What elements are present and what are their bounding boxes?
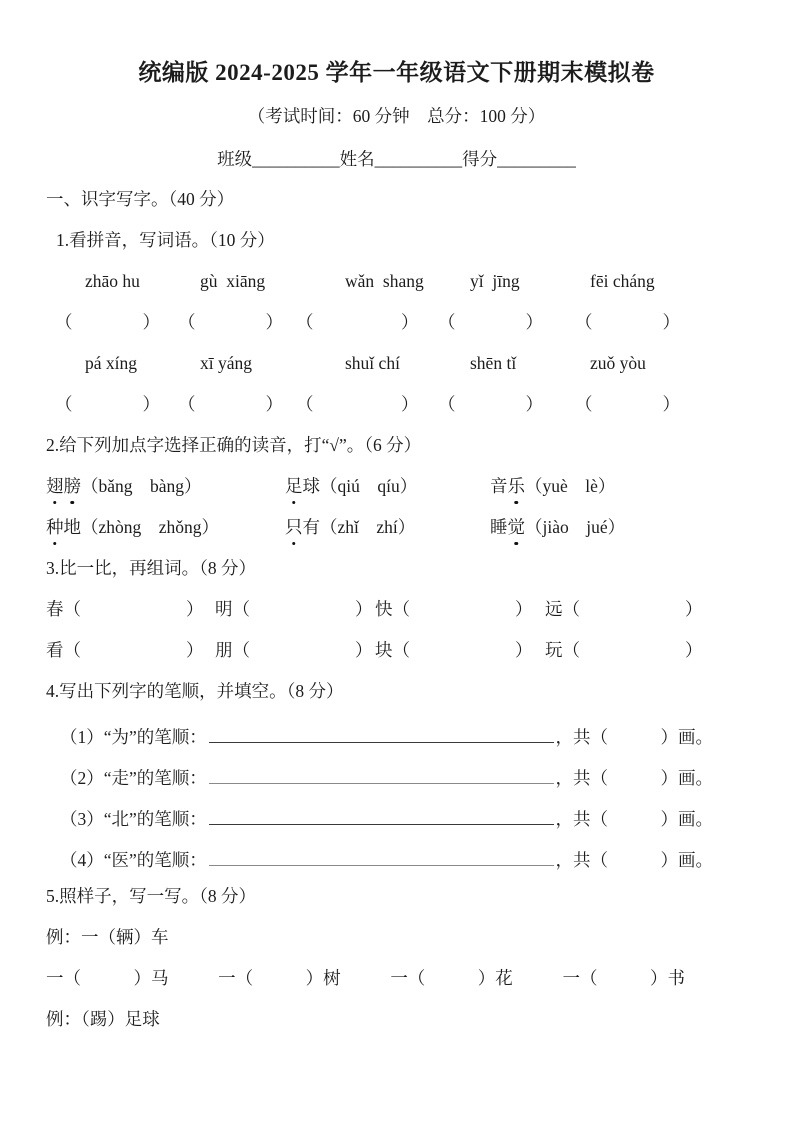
answer-blank[interactable]: （ ） — [178, 394, 283, 414]
q4-title: 4.写出下列字的笔顺，并填空。（8 分） — [46, 681, 344, 701]
dotted-char: 种 — [46, 507, 64, 548]
section1-heading: 一、识字写字。（40 分） — [46, 189, 235, 209]
answer-blank[interactable]: （ ） — [178, 312, 283, 332]
stroke-order-prefix: （2）“走”的笔顺： — [60, 768, 207, 788]
pinyin-options: （qiú qíu） — [320, 476, 418, 496]
pinyin-word: gù xiāng — [200, 271, 266, 291]
stroke-count-blank[interactable]: ，共（ ）画。 — [555, 727, 713, 747]
answer-blank[interactable]: （ ） — [296, 312, 419, 332]
q3-title: 3.比一比，再组词。（8 分） — [46, 558, 256, 578]
q5-row — [46, 958, 713, 999]
word-blank[interactable]: 快（ ） — [375, 599, 533, 619]
name-blank[interactable]: __________ — [374, 149, 463, 169]
q3-row2 — [46, 630, 713, 671]
pinyin-word: shuǐ chí — [345, 353, 400, 373]
q1-pinyin-row1 — [46, 261, 713, 302]
answer-blank[interactable]: （ ） — [296, 394, 419, 414]
q5-example2: 例：（踢）足球 — [46, 1009, 160, 1029]
stroke-count-blank[interactable]: ，共（ ）画。 — [555, 768, 713, 788]
exam-title: 统编版 2024-2025 学年一年级语文下册期末模拟卷 — [138, 60, 655, 85]
class-label: 班级 — [217, 149, 253, 169]
pronunciation-item[interactable]: 翅膀（bǎng bàng） — [46, 466, 285, 507]
q1-title: 1.看拼音，写词语。（10 分） — [56, 230, 275, 250]
name-label: 姓名 — [339, 149, 375, 169]
word-blank[interactable]: 看（ ） — [46, 640, 204, 660]
pinyin-word: zuǒ yòu — [590, 353, 646, 373]
measure-word-blank[interactable]: 一（ ）马 — [46, 968, 169, 988]
pinyin-options: （yuè lè） — [525, 476, 616, 496]
q1-pinyin-row2 — [46, 343, 713, 384]
q4-row4 — [46, 835, 713, 876]
pinyin-options: （zhǐ zhí） — [320, 517, 416, 537]
measure-word-blank[interactable]: 一（ ）书 — [562, 968, 685, 988]
stroke-order-answer-line[interactable] — [209, 712, 554, 743]
student-info-line — [0, 147, 793, 171]
dotted-char: 膀 — [64, 466, 82, 507]
q4-row3 — [46, 794, 713, 835]
score-label: 得分 — [462, 149, 498, 169]
q5-example1: 例：一（辆）车 — [46, 927, 169, 947]
measure-word-blank[interactable]: 一（ ）花 — [390, 968, 513, 988]
score-blank[interactable]: _________ — [497, 149, 576, 169]
stroke-count-blank[interactable]: ，共（ ）画。 — [555, 850, 713, 870]
exam-info-line: （考试时间：60 分钟 总分：100 分） — [247, 106, 546, 126]
pinyin-options: （bǎng bàng） — [81, 476, 202, 496]
answer-blank[interactable]: （ ） — [575, 394, 680, 414]
pronunciation-item[interactable]: 足球（qiú qíu） — [285, 466, 490, 507]
exam-header — [0, 0, 793, 171]
word-blank[interactable]: 春（ ） — [46, 599, 204, 619]
q2-row2 — [46, 507, 713, 548]
stroke-order-prefix: （4）“医”的笔顺： — [60, 850, 207, 870]
dotted-char: 觉 — [508, 507, 526, 548]
word-blank[interactable]: 块（ ） — [375, 640, 533, 660]
stroke-order-prefix: （3）“北”的笔顺： — [60, 809, 207, 829]
word-blank[interactable]: 明（ ） — [215, 599, 373, 619]
class-blank[interactable]: __________ — [252, 149, 340, 169]
q4-row1 — [46, 712, 713, 753]
pronunciation-item[interactable]: 种地（zhòng zhǒng） — [46, 507, 285, 548]
q4-row2 — [46, 753, 713, 794]
q1-blank-row2 — [46, 384, 713, 425]
stroke-count-blank[interactable]: ，共（ ）画。 — [555, 809, 713, 829]
q3-row1 — [46, 589, 713, 630]
answer-blank[interactable]: （ ） — [575, 312, 680, 332]
answer-blank[interactable]: （ ） — [438, 394, 543, 414]
stroke-order-answer-line[interactable] — [209, 753, 554, 784]
q2-row1 — [46, 466, 713, 507]
pinyin-word: pá xíng — [85, 353, 138, 373]
dotted-char: 足 — [285, 466, 303, 507]
measure-word-blank[interactable]: 一（ ）树 — [218, 968, 341, 988]
pinyin-word: wǎn shang — [345, 271, 424, 291]
pinyin-options: （jiào jué） — [525, 517, 626, 537]
stroke-order-prefix: （1）“为”的笔顺： — [60, 727, 207, 747]
pronunciation-item[interactable]: 睡觉（jiào jué） — [490, 507, 713, 548]
stroke-order-answer-line[interactable] — [209, 794, 554, 825]
q2-title: 2.给下列加点字选择正确的读音，打“√”。（6 分） — [46, 435, 422, 455]
pronunciation-item[interactable]: 音乐（yuè lè） — [490, 466, 713, 507]
pinyin-word: shēn tǐ — [470, 353, 517, 373]
dotted-char: 乐 — [508, 466, 526, 507]
pinyin-word: zhāo hu — [85, 271, 140, 291]
dotted-char: 只 — [285, 507, 303, 548]
q1-blank-row1 — [46, 302, 713, 343]
pinyin-word: fēi cháng — [590, 271, 655, 291]
word-blank[interactable]: 玩（ ） — [545, 640, 703, 660]
word-blank[interactable]: 远（ ） — [545, 599, 703, 619]
pinyin-word: xī yáng — [200, 353, 253, 373]
answer-blank[interactable]: （ ） — [438, 312, 543, 332]
pronunciation-item[interactable]: 只有（zhǐ zhí） — [285, 507, 490, 548]
word-blank[interactable]: 朋（ ） — [215, 640, 373, 660]
answer-blank[interactable]: （ ） — [55, 394, 160, 414]
pinyin-word: yǐ jīng — [470, 271, 520, 291]
q5-title: 5.照样子，写一写。（8 分） — [46, 886, 256, 906]
exam-body — [0, 171, 793, 1040]
answer-blank[interactable]: （ ） — [55, 312, 160, 332]
pinyin-options: （zhòng zhǒng） — [81, 517, 220, 537]
stroke-order-answer-line[interactable] — [209, 835, 554, 866]
